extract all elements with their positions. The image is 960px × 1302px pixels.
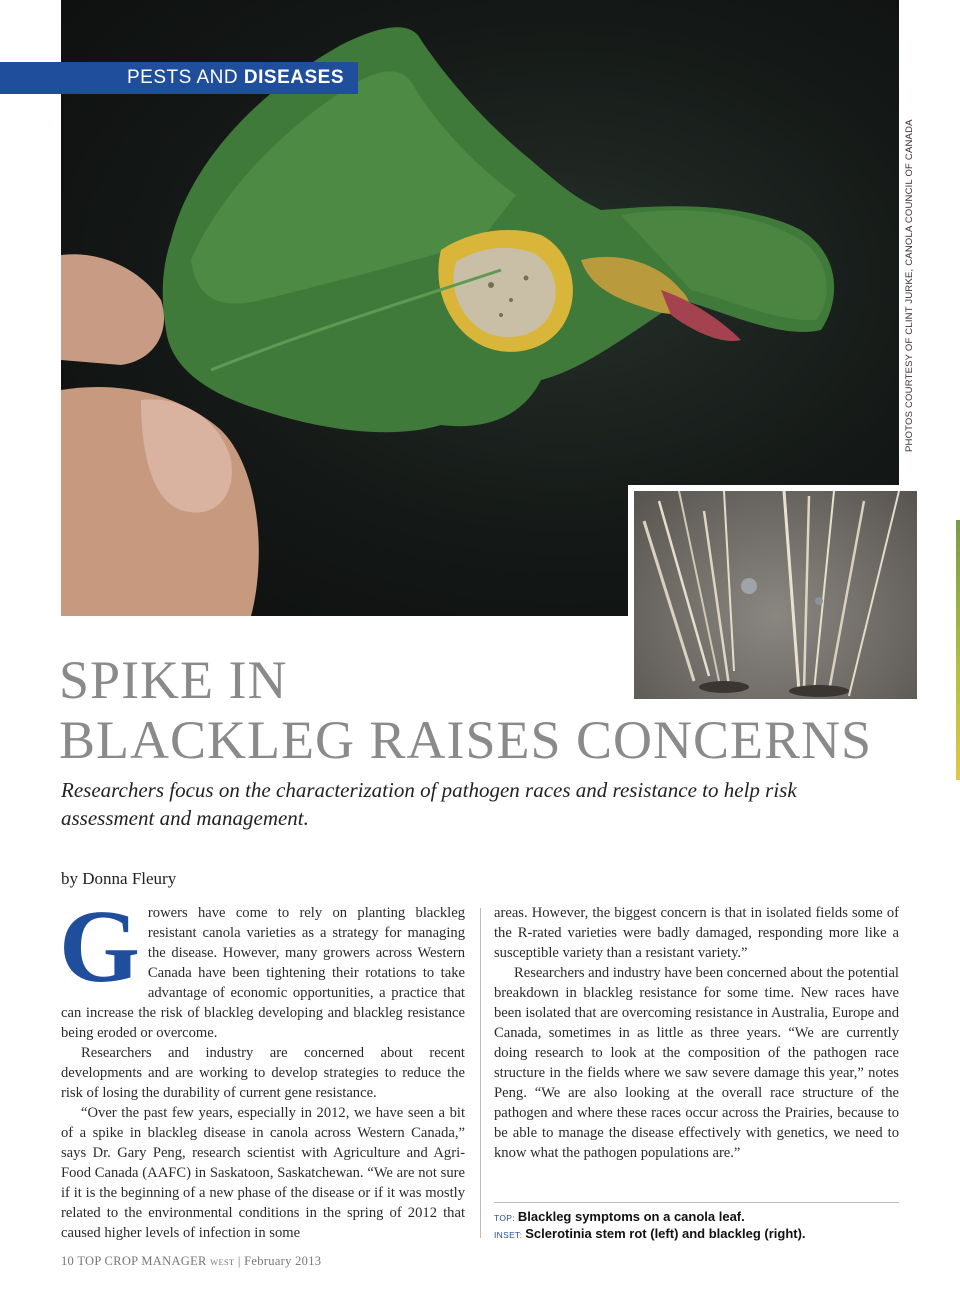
body-paragraph-4: areas. However, the biggest concern is that in isolated fields some of the R-rated varieties were badly damaged, responding more like a susceptible variety than a resistant variety.” [494, 905, 899, 961]
caption-divider [494, 1202, 899, 1203]
body-paragraph-2: Researchers and industry are concerned about recent developments and are working to develop strategies to reduce the risk of losing the durability of current gene resistance. [61, 1045, 465, 1101]
headline-line-1: SPIKE IN [59, 650, 288, 710]
caption-inset-label: INSET: [494, 1230, 523, 1240]
caption-inset [494, 1226, 914, 1243]
body-paragraph-3: “Over the past few years, especially in 2012, we have seen a bit of a spike in blackleg disease in canola across Western Canada,” says Dr. Gary Peng, research scientist with Agriculture and Agri-Food Canada (AAFC) in Saskatoon, Saskatchewan. “We are not sure if it is the beginning of a new phase of the disease or if it was mostly related to the environmental conditions in the spring of 2012 that caused higher levels of infection in some [61, 1105, 465, 1241]
caption-top [494, 1209, 914, 1226]
page-folio [61, 1254, 321, 1269]
column-divider [480, 908, 481, 1238]
section-tag [0, 62, 358, 94]
byline: by Donna Fleury [61, 869, 177, 888]
section-label-light: PESTS AND [126, 67, 239, 88]
article-headline [59, 650, 919, 770]
edge-color-strip [956, 520, 960, 780]
drop-cap: G [59, 889, 140, 1004]
body-column-left [59, 889, 465, 1243]
folio-magazine: TOP CROP MANAGER [77, 1254, 207, 1268]
folio-separator: | [237, 1254, 241, 1268]
caption-top-label: TOP: [494, 1213, 515, 1223]
photo-captions [494, 1209, 914, 1243]
body-paragraph-5: Researchers and industry have been concerned about the potential breakdown in blackleg resistance for some time. New races have been isolated that are overcoming resistance in Australia, Europe and Canada, sometimes in as little as three years. “We are currently doing research to look at the composition of the pathogen race structure in the fields where we saw severe damage this year,” notes Peng. “We are also looking at the overall race structure of the pathogen and where these races occur across the Prairies, because to be able to manage the disease effectively with genetics, we need to know what the pathogen populations are.” [494, 965, 899, 1161]
folio-edition: WEST [210, 1257, 235, 1267]
body-paragraph-1 [59, 889, 465, 1043]
section-label-bold: DISEASES [243, 67, 344, 88]
caption-top-text: Blackleg symptoms on a canola leaf. [517, 1209, 745, 1224]
article-deck: Researchers focus on the characterization of pathogen races and resistance to help risk assessment and management. [61, 778, 797, 830]
headline-line-2: BLACKLEG RAISES CONCERNS [59, 710, 873, 770]
photo-credit: PHOTOS COURTESY OF CLINT JURKE, CANOLA COUNCIL OF CANADA [904, 119, 915, 452]
body-paragraph-1-text: rowers have come to rely on planting blackleg resistant canola varieties as a strategy for managing the disease. However, many growers across Western Canada have been tightening their rotations to take advantage of economic opportunities, a practice that can increase the risk of blackleg developing and blackleg resistance being eroded or overcome. [61, 905, 465, 1041]
body-column-right [494, 903, 899, 1163]
folio-page-number: 10 [61, 1254, 75, 1268]
folio-date: February 2013 [244, 1254, 322, 1268]
caption-inset-text: Sclerotinia stem rot (left) and blackleg (right). [525, 1226, 806, 1241]
